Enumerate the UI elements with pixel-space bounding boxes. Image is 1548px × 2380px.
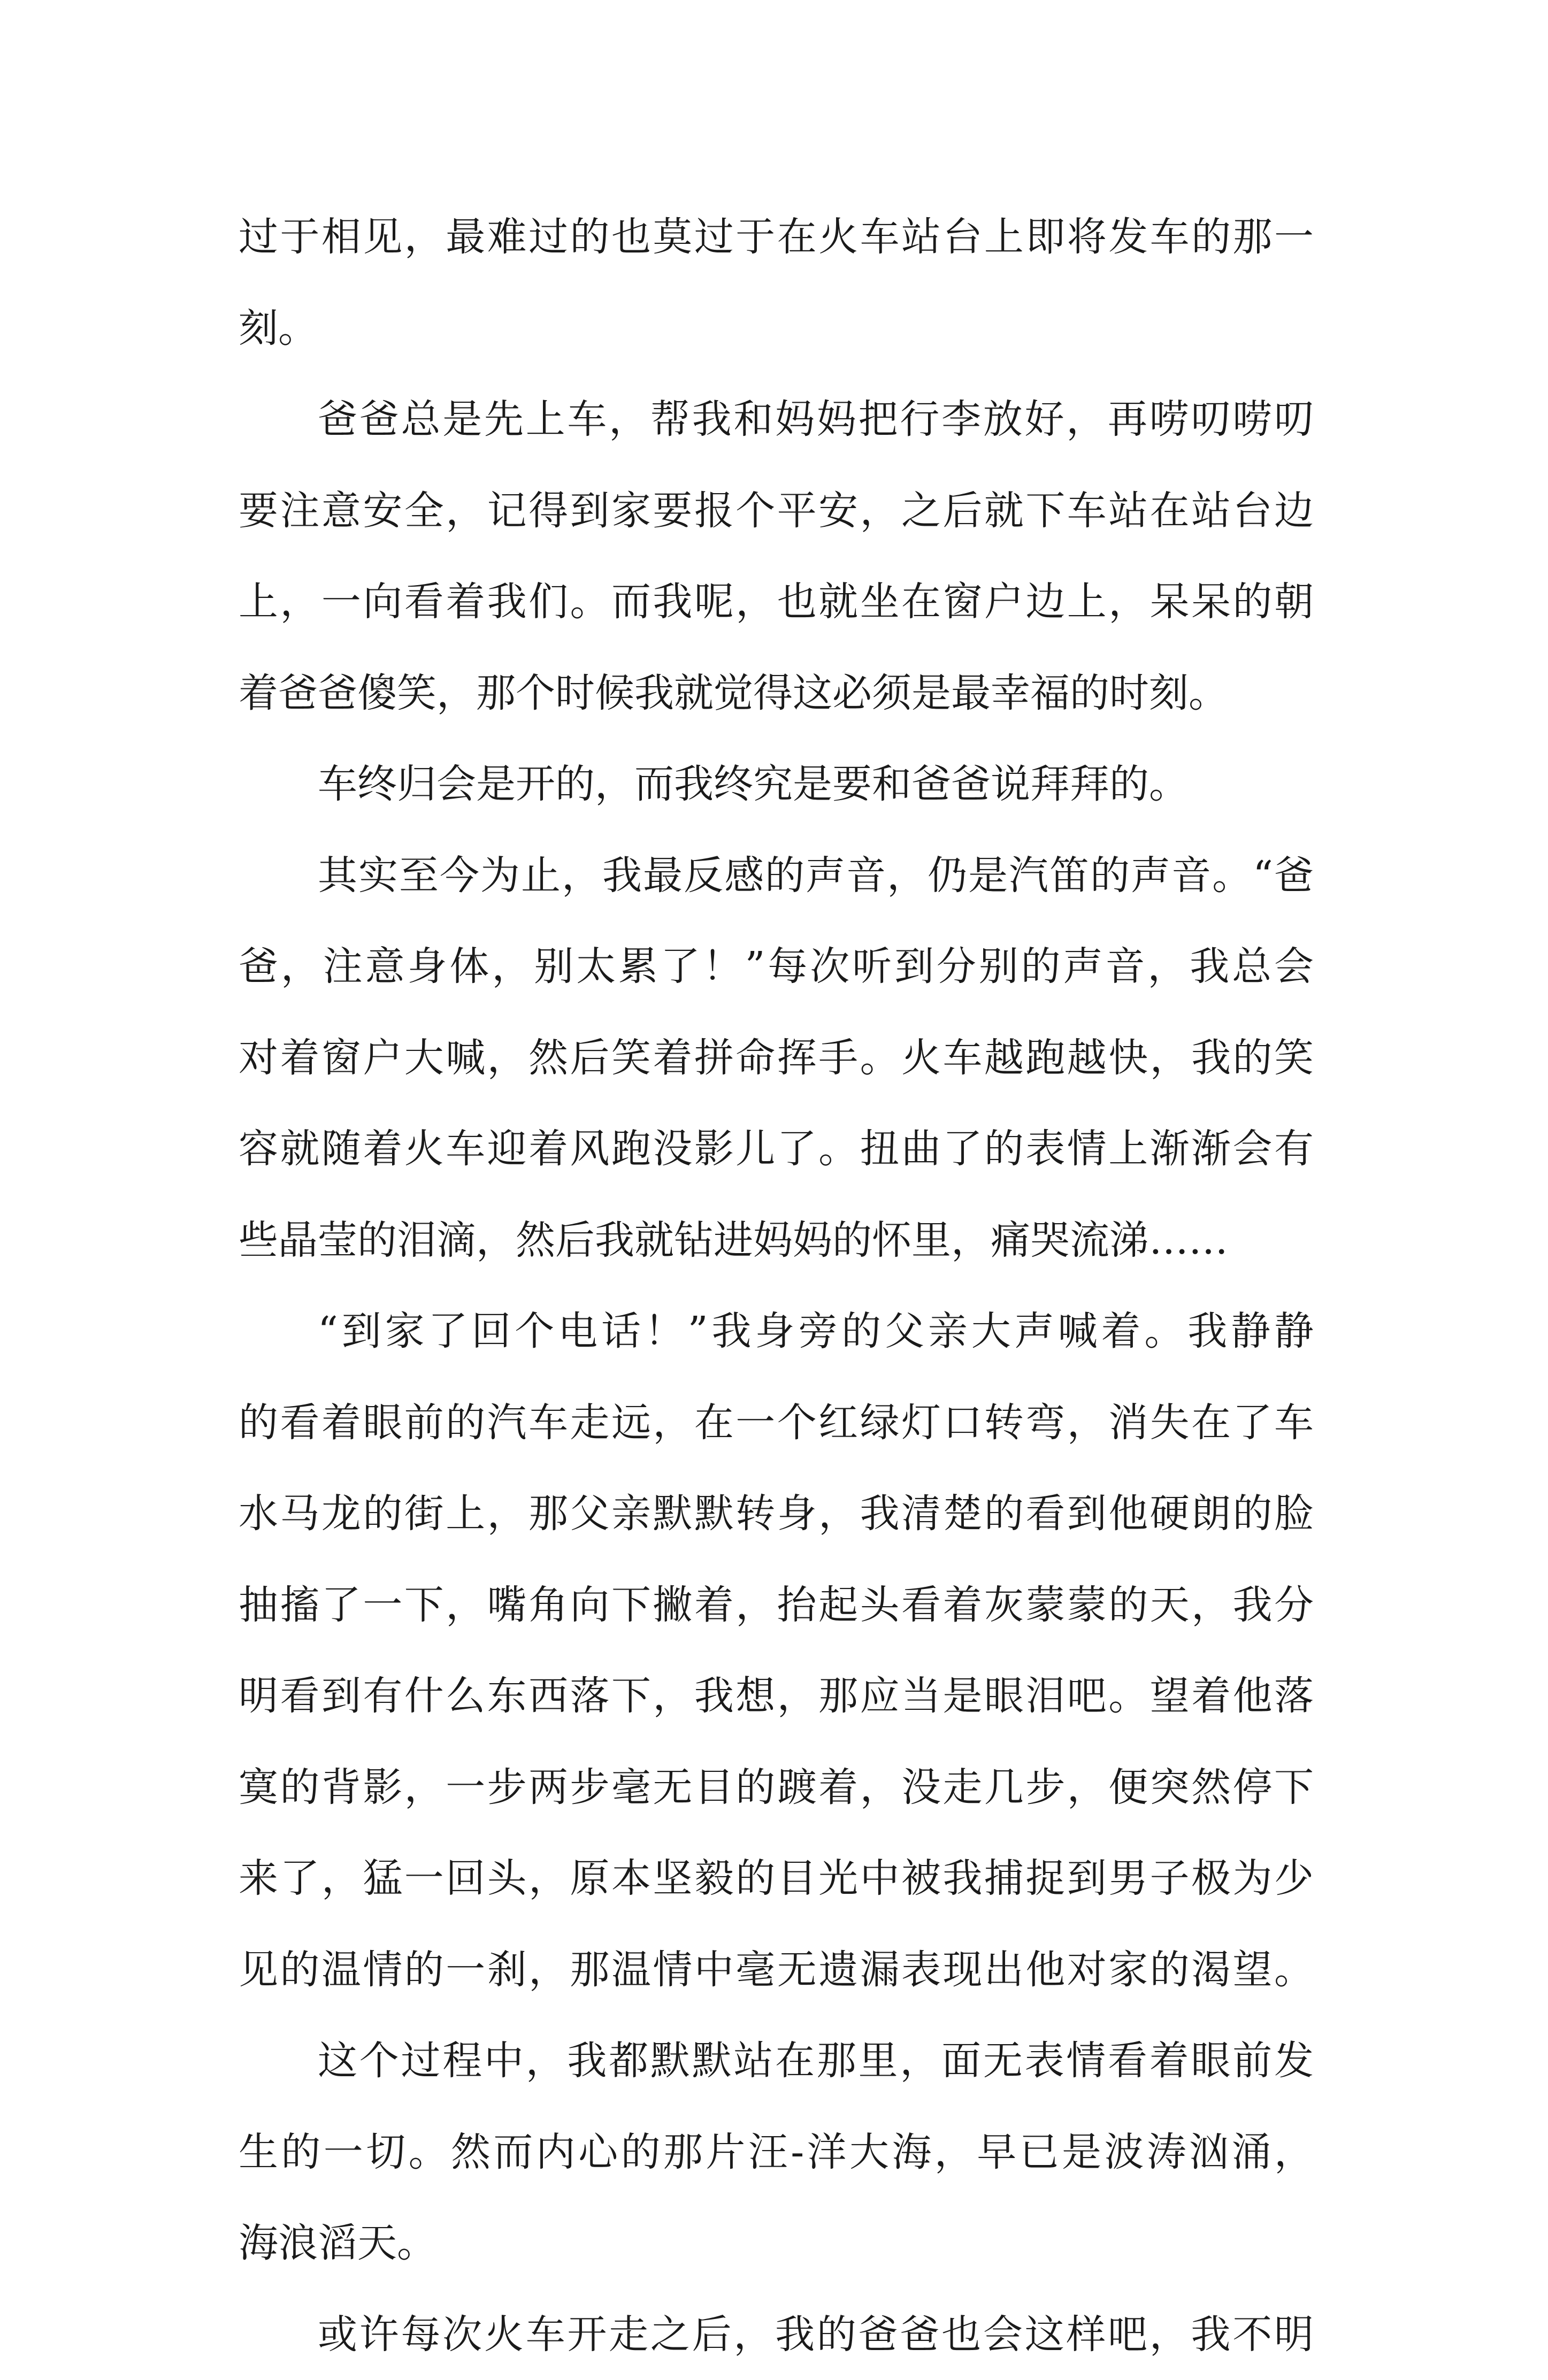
text-line: 车终归会是开的，而我终究是要和爸爸说拜拜的。 — [239, 739, 1314, 830]
text-line: 其实至今为止，我最反感的声音，仍是汽笛的声音。“爸 — [239, 830, 1314, 922]
text-line: 要注意安全，记得到家要报个平安，之后就下车站在站台边 — [239, 465, 1314, 557]
text-line: 些晶莹的泪滴，然后我就钻进妈妈的怀里，痛哭流涕…… — [239, 1195, 1314, 1286]
text-line: 过于相见，最难过的也莫过于在火车站台上即将发车的那一 — [239, 191, 1314, 283]
text-line: 抽搐了一下，嘴角向下撇着，抬起头看着灰蒙蒙的天，我分 — [239, 1560, 1314, 1651]
text-line: 来了，猛一回头，原本坚毅的目光中被我捕捉到男子极为少 — [239, 1833, 1314, 1924]
text-line: 或许每次火车开走之后，我的爸爸也会这样吧，我不明 — [239, 2289, 1314, 2380]
body-text — [239, 191, 1314, 2380]
text-line: 明看到有什么东西落下，我想，那应当是眼泪吧。望着他落 — [239, 1650, 1314, 1742]
text-line: 着爸爸傻笑，那个时候我就觉得这必须是最幸福的时刻。 — [239, 648, 1314, 739]
text-line: 水马龙的街上，那父亲默默转身，我清楚的看到他硬朗的脸 — [239, 1468, 1314, 1560]
text-line: 爸爸总是先上车，帮我和妈妈把行李放好，再唠叨唠叨 — [239, 374, 1314, 465]
text-line: 刻。 — [239, 283, 1314, 374]
text-line: 爸，注意身体，别太累了！”每次听到分别的声音，我总会 — [239, 921, 1314, 1012]
text-line: 这个过程中，我都默默站在那里，面无表情看着眼前发 — [239, 2015, 1314, 2107]
text-line: 上，一向看着我们。而我呢，也就坐在窗户边上，呆呆的朝 — [239, 556, 1314, 648]
text-line: 见的温情的一刹，那温情中毫无遗漏表现出他对家的渴望。 — [239, 1924, 1314, 2016]
text-line: 容就随着火车迎着风跑没影儿了。扭曲了的表情上渐渐会有 — [239, 1103, 1314, 1195]
text-line: 海浪滔天。 — [239, 2198, 1314, 2289]
text-line: 对着窗户大喊，然后笑着拼命挥手。火车越跑越快，我的笑 — [239, 1012, 1314, 1104]
text-line: 寞的背影，一步两步毫无目的踱着，没走几步，便突然停下 — [239, 1742, 1314, 1833]
text-line: “到家了回个电话！”我身旁的父亲大声喊着。我静静 — [239, 1286, 1314, 1377]
text-line: 生的一切。然而内心的那片汪-洋大海，早已是波涛汹涌， — [239, 2107, 1314, 2198]
text-line: 的看着眼前的汽车走远，在一个红绿灯口转弯，消失在了车 — [239, 1377, 1314, 1469]
